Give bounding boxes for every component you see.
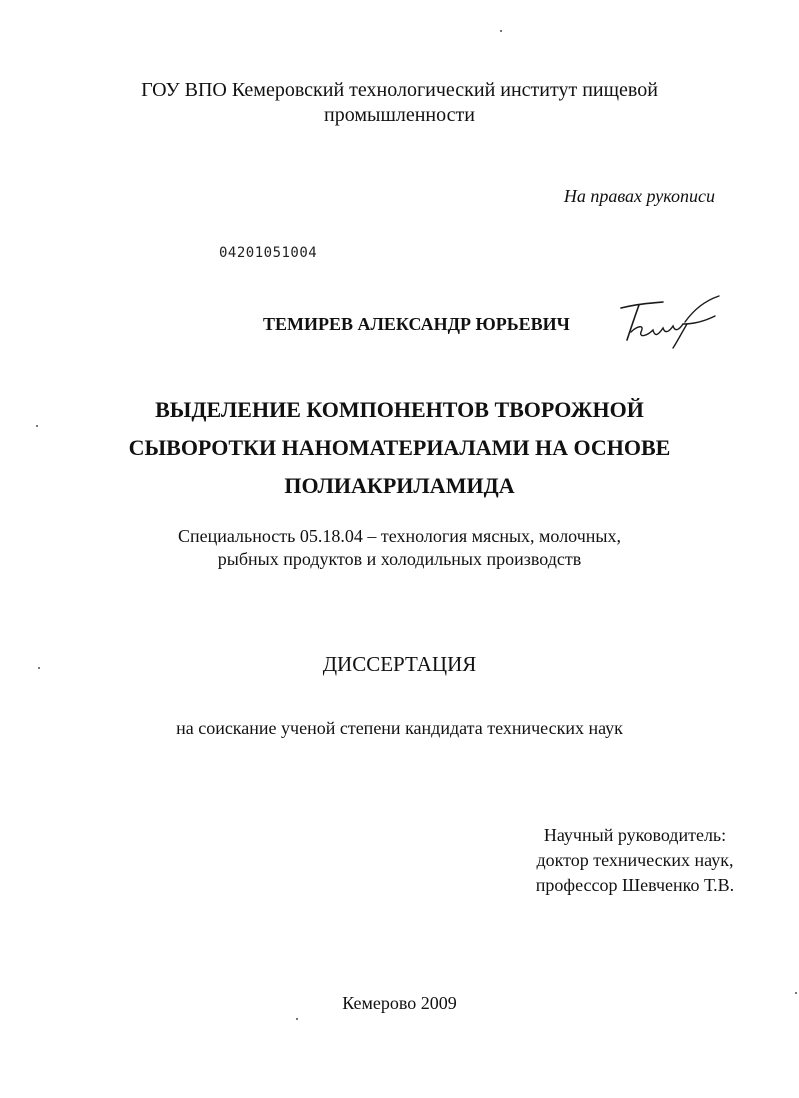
supervisor-line-1: Научный руководитель: [543,825,727,845]
degree-statement: на соискание ученой степени кандидата технических наук [176,718,623,738]
institution-header [0,78,799,128]
author-name: ТЕМИРЕВ АЛЕКСАНДР ЮРЬЕВИЧ [263,314,570,334]
scan-speck [500,30,502,32]
supervisor-line-3: профессор Шевченко Т.В. [535,875,735,895]
speciality [0,525,799,571]
thesis-title [0,391,799,505]
city-year: Кемерово 2009 [342,993,457,1013]
institution-line-1: ГОУ ВПО Кемеровский технологический институт пищевой [141,79,658,101]
scan-speck [296,1018,298,1020]
thesis-title-line-2: СЫВОРОТКИ НАНОМАТЕРИАЛАМИ НА ОСНОВЕ [128,435,671,460]
institution-line-2: промышленности [324,104,475,126]
speciality-line-2: рыбных продуктов и холодильных производств [217,549,582,569]
scan-speck [38,667,40,669]
speciality-line-1: Специальность 05.18.04 – технология мясных, молочных, [177,526,621,546]
thesis-title-line-1: ВЫДЕЛЕНИЕ КОМПОНЕНТОВ ТВОРОЖНОЙ [155,397,644,422]
thesis-title-line-3: ПОЛИАКРИЛАМИДА [284,473,515,498]
manuscript-note: На правах рукописи [563,186,715,206]
scan-speck [795,992,797,994]
document-type: ДИССЕРТАЦИЯ [322,652,477,676]
scan-speck [36,425,38,427]
registration-number: 04201051004 [219,245,318,261]
author-signature [615,294,725,350]
supervisor-block [525,823,745,898]
supervisor-line-2: доктор технических наук, [536,850,734,870]
